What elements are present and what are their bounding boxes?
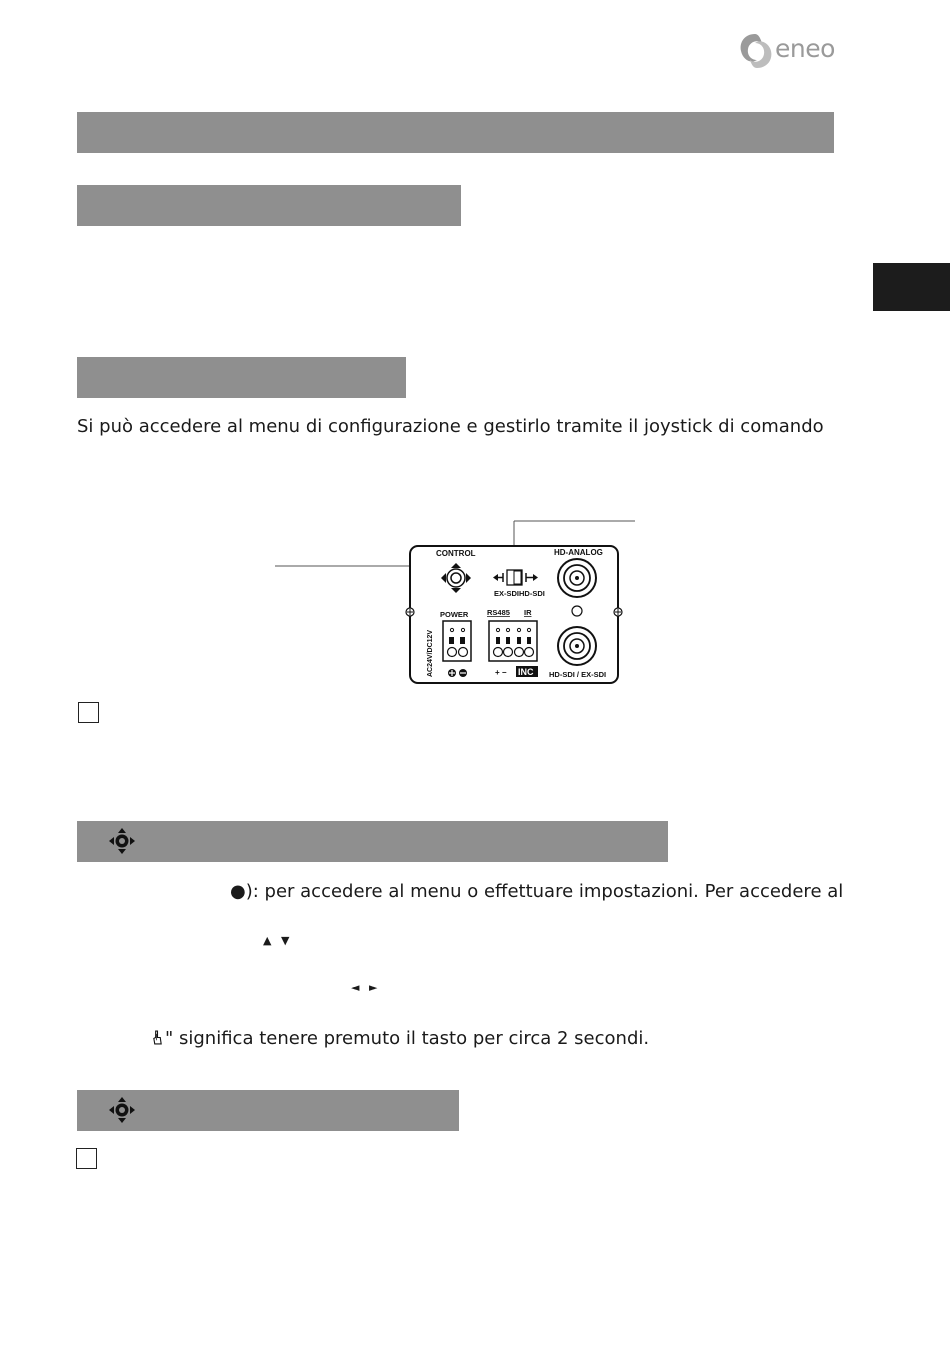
diagram-hd-analog-label: HD-ANALOG xyxy=(554,548,603,557)
diagram-rs485-label: RS485 xyxy=(487,608,510,617)
left-right-arrows: ◄ ► xyxy=(351,981,381,994)
section-bar-1 xyxy=(77,185,461,226)
brand-name: eneo xyxy=(775,34,835,63)
checkbox-icon xyxy=(78,702,99,723)
joystick-enter-text: ●): per accedere al menu o effettuare impostazioni. Per accedere al xyxy=(230,881,844,902)
intro-paragraph: Si può accedere al menu di configurazione e gestirlo tramite il joystick di comando xyxy=(77,416,824,437)
section-bar-2 xyxy=(77,357,406,398)
hand-press-icon xyxy=(152,1029,163,1046)
hold-key-text: " significa tenere premuto il tasto per circa 2 secondi. xyxy=(165,1028,650,1049)
diagram-voltage-label: AC24V/DC12V xyxy=(427,629,434,677)
diagram-hd-sdi-ex-sdi-label: HD-SDI / EX-SDI xyxy=(549,670,607,679)
joystick-icon xyxy=(108,1096,136,1124)
diagram-hd-sdi-label: HD-SDI xyxy=(519,589,545,598)
diagram-inc-label: INC xyxy=(518,667,534,677)
title-bar xyxy=(77,112,834,153)
checkbox-icon xyxy=(76,1148,97,1169)
up-down-arrows: ▲ ▼ xyxy=(263,934,293,947)
joystick-icon xyxy=(108,827,136,855)
hd-analog-connector-icon xyxy=(558,559,596,597)
diagram-polarity-label: + − xyxy=(495,668,507,677)
hd-sdi-connector-icon xyxy=(558,627,596,665)
diagram-ex-sdi-label: EX-SDI xyxy=(494,589,520,598)
diagram-ir-label: IR xyxy=(524,608,532,617)
camera-rear-panel-diagram xyxy=(270,515,640,690)
diagram-power-label: POWER xyxy=(440,610,469,619)
section-bar-joystick xyxy=(77,821,668,862)
language-tab xyxy=(873,263,950,311)
diagram-control-label: CONTROL xyxy=(436,549,476,558)
